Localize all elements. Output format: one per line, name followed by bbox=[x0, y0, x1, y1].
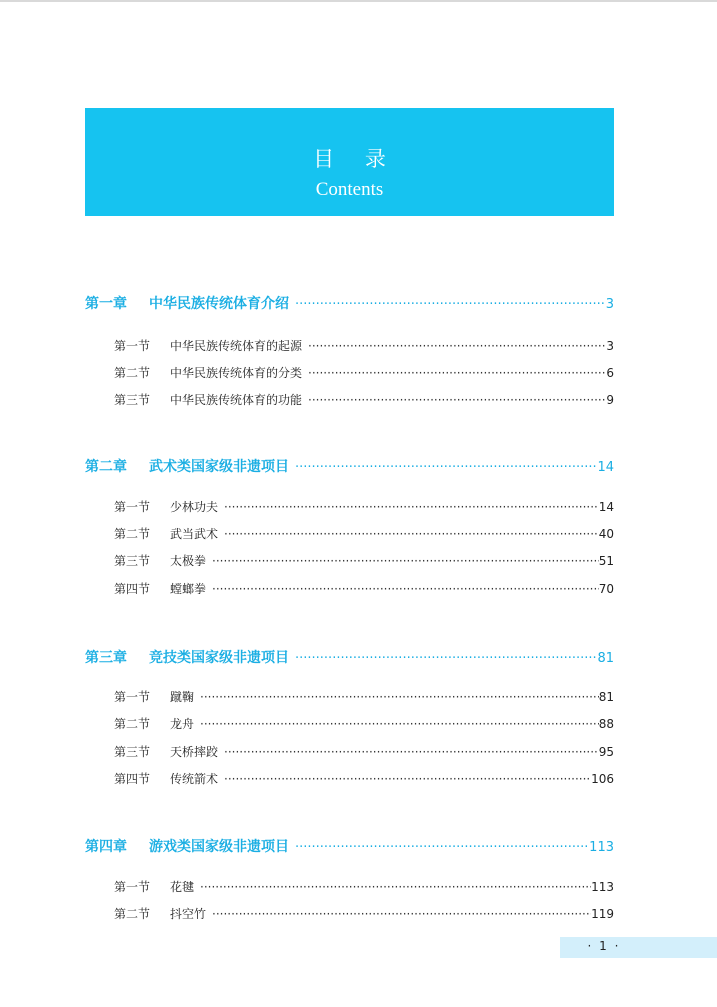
dot-leader bbox=[200, 717, 599, 731]
section-entry[interactable] bbox=[114, 364, 614, 381]
chapter-number: 第二章 bbox=[85, 459, 127, 475]
section-title: 蹴鞠 bbox=[170, 690, 195, 704]
dot-leader bbox=[212, 554, 599, 568]
section-entry[interactable] bbox=[114, 498, 614, 515]
chapter-title: 游戏类国家级非遗项目 bbox=[149, 839, 289, 855]
section-number: 第一节 bbox=[114, 500, 151, 514]
section-entry[interactable] bbox=[114, 337, 614, 354]
section-number: 第二节 bbox=[114, 366, 151, 380]
section-title: 少林功夫 bbox=[170, 500, 219, 514]
toc-title-english: Contents bbox=[315, 179, 384, 200]
section-page-number: 95 bbox=[598, 745, 614, 759]
chapter-number: 第四章 bbox=[85, 839, 127, 855]
page-number-bar bbox=[560, 937, 717, 958]
chapter-number: 第一章 bbox=[85, 296, 127, 312]
chapter-title: 竞技类国家级非遗项目 bbox=[149, 650, 289, 666]
section-page-number: 6 bbox=[606, 366, 614, 380]
dot-leader bbox=[308, 393, 606, 407]
section-page-number: 14 bbox=[598, 500, 614, 514]
section-page-number: 119 bbox=[591, 907, 614, 921]
section-page-number: 9 bbox=[606, 393, 614, 407]
chapter-title: 中华民族传统体育介绍 bbox=[149, 296, 289, 312]
dot-leader bbox=[308, 366, 606, 380]
section-page-number: 113 bbox=[591, 880, 614, 894]
section-title: 天桥摔跤 bbox=[170, 745, 219, 759]
page-number: · 1 · bbox=[587, 939, 621, 953]
chapter-entry-4[interactable] bbox=[85, 836, 614, 856]
section-entry[interactable] bbox=[114, 715, 614, 732]
section-title: 龙舟 bbox=[170, 717, 195, 731]
chapter-title: 武术类国家级非遗项目 bbox=[149, 459, 289, 475]
chapter-entry-3[interactable] bbox=[85, 647, 614, 667]
chapter-page-number: 3 bbox=[605, 297, 614, 312]
section-number: 第二节 bbox=[114, 717, 151, 731]
chapter-page-number: 81 bbox=[597, 651, 614, 666]
section-number: 第四节 bbox=[114, 772, 151, 786]
section-entry[interactable] bbox=[114, 525, 614, 542]
dot-leader bbox=[224, 772, 591, 786]
section-page-number: 51 bbox=[598, 554, 614, 568]
section-number: 第一节 bbox=[114, 339, 151, 353]
section-page-number: 70 bbox=[598, 582, 614, 596]
section-title: 抖空竹 bbox=[170, 907, 207, 921]
dot-leader bbox=[224, 745, 599, 759]
section-title: 螳螂拳 bbox=[170, 582, 207, 596]
section-title: 中华民族传统体育的分类 bbox=[170, 366, 303, 380]
section-title: 中华民族传统体育的功能 bbox=[170, 393, 303, 407]
dot-leader bbox=[295, 840, 589, 855]
section-number: 第三节 bbox=[114, 393, 151, 407]
section-entry[interactable] bbox=[114, 552, 614, 569]
section-number: 第二节 bbox=[114, 527, 151, 541]
section-page-number: 3 bbox=[606, 339, 614, 353]
chapter-number: 第三章 bbox=[85, 650, 127, 666]
section-page-number: 106 bbox=[591, 772, 614, 786]
section-number: 第三节 bbox=[114, 745, 151, 759]
dot-leader bbox=[295, 651, 597, 666]
section-number: 第三节 bbox=[114, 554, 151, 568]
section-page-number: 88 bbox=[598, 717, 614, 731]
section-entry[interactable] bbox=[114, 743, 614, 760]
chapter-page-number: 113 bbox=[589, 840, 614, 855]
section-title: 花毽 bbox=[170, 880, 195, 894]
dot-leader bbox=[200, 690, 599, 704]
dot-leader bbox=[200, 880, 591, 894]
section-entry[interactable] bbox=[114, 391, 614, 408]
section-entry[interactable] bbox=[114, 878, 614, 895]
dot-leader bbox=[224, 500, 599, 514]
toc-title-chinese: 目 录 bbox=[313, 147, 398, 171]
section-number: 第二节 bbox=[114, 907, 151, 921]
section-page-number: 81 bbox=[598, 690, 614, 704]
section-entry[interactable] bbox=[114, 770, 614, 787]
dot-leader bbox=[212, 582, 599, 596]
dot-leader bbox=[295, 297, 606, 312]
dot-leader bbox=[212, 907, 591, 921]
section-entry[interactable] bbox=[114, 688, 614, 705]
dot-leader bbox=[224, 527, 599, 541]
dot-leader bbox=[295, 460, 597, 475]
chapter-page-number: 14 bbox=[597, 460, 614, 475]
dot-leader bbox=[308, 339, 606, 353]
section-page-number: 40 bbox=[598, 527, 614, 541]
section-entry[interactable] bbox=[114, 580, 614, 597]
section-number: 第四节 bbox=[114, 582, 151, 596]
section-title: 武当武术 bbox=[170, 527, 219, 541]
chapter-entry-2[interactable] bbox=[85, 456, 614, 476]
chapter-entry-1[interactable] bbox=[85, 293, 614, 313]
section-title: 传统箭术 bbox=[170, 772, 219, 786]
section-title: 中华民族传统体育的起源 bbox=[170, 339, 303, 353]
section-title: 太极拳 bbox=[170, 554, 207, 568]
section-entry[interactable] bbox=[114, 905, 614, 922]
section-number: 第一节 bbox=[114, 880, 151, 894]
section-number: 第一节 bbox=[114, 690, 151, 704]
